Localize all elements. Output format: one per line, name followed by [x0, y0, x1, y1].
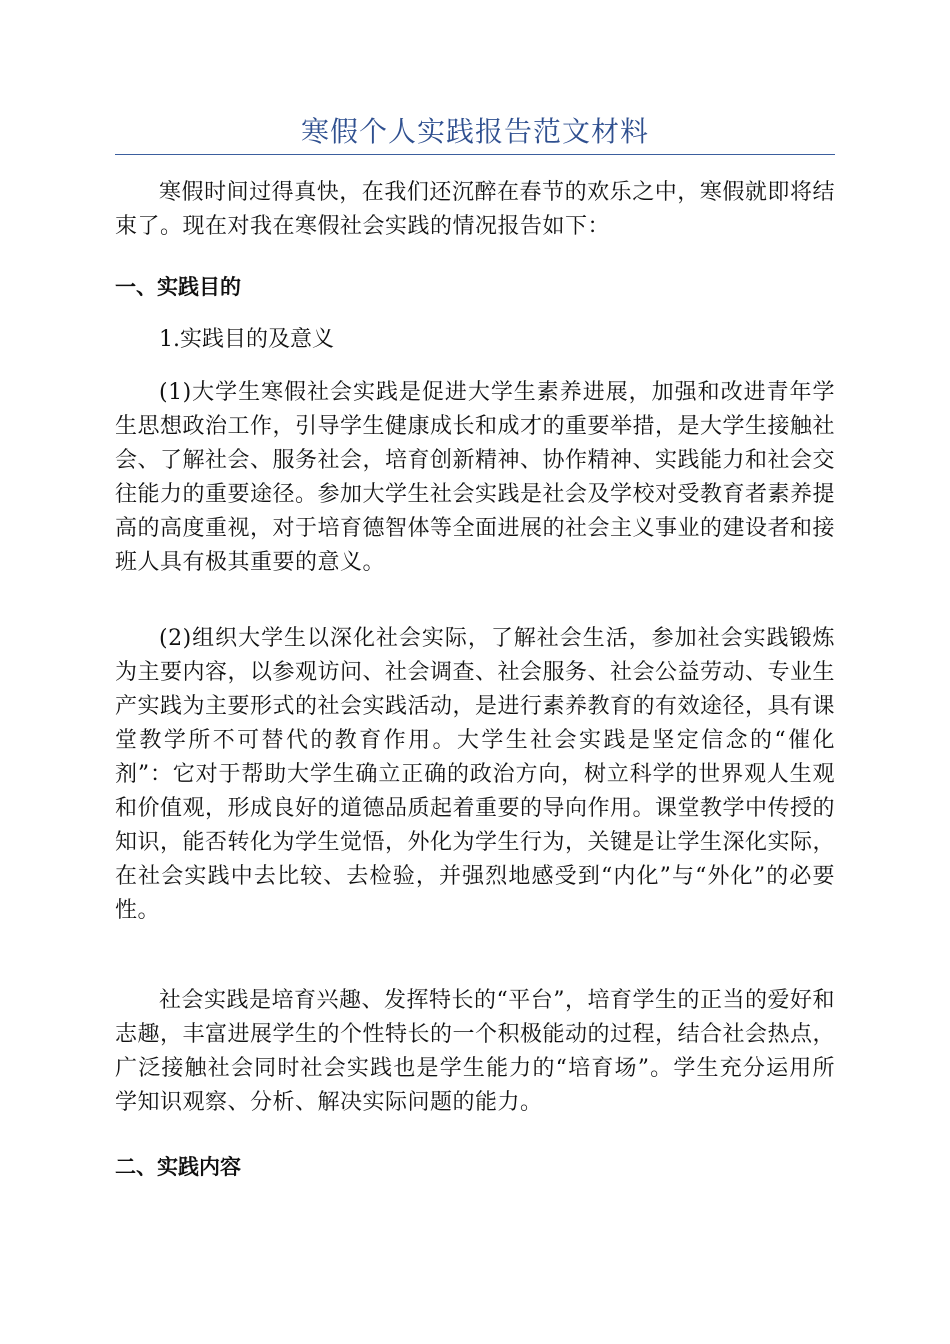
- intro-paragraph: 寒假时间过得真快，在我们还沉醉在春节的欢乐之中，寒假就即将结束了。现在对我在寒假社会实践的情况报告如下：: [115, 180, 835, 239]
- paragraph-3: 社会实践是培育兴趣、发挥特长的“平台”，培育学生的正当的爱好和志趣，丰富进展学生的个性特长的一个积极能动的过程，结合社会热点，广泛接触社会同时社会实践也是学生能力的“培育场”。学生充分运用所学知识观察、分析、解决实际问题的能力。: [115, 988, 836, 1115]
- paragraph-1: (1)大学生寒假社会实践是促进大学生素养进展，加强和改进青年学生思想政治工作，引导学生健康成长和成才的重要举措，是大学生接触社会、了解社会、服务社会，培育创新精神、协作精神、实践能力和社会交往能力的重要途径。参加大学生社会实践是社会及学校对受教育者素养提高的高度重视，对于培育德智体等全面进展的社会主义事业的建设者和接班人具有极其重要的意义。: [115, 380, 836, 575]
- title-underline: [115, 154, 835, 155]
- paragraph-2: (2)组织大学生以深化社会实际，了解社会生活，参加社会实践锻炼为主要内容，以参观访问、社会调查、社会服务、社会公益劳动、专业生产实践为主要形式的社会实践活动，是进行素养教育的有效途径，具有课堂教学所不可替代的教育作用。大学生社会实践是坚定信念的“催化剂”：它对于帮助大学生确立正确的政治方向，树立科学的世界观人生观和价值观，形成良好的道德品质起着重要的导向作用。课堂教学中传授的知识，能否转化为学生觉悟，外化为学生行为，关键是让学生深化实际，在社会实践中去比较、去检验，并强烈地感受到“内化”与“外化”的必要性。: [115, 626, 836, 923]
- document-title: 寒假个人实践报告范文材料: [300, 115, 649, 148]
- section-heading-content: 二、实践内容: [115, 1155, 241, 1179]
- subheading-purpose-meaning: 1.实践目的及意义: [159, 327, 334, 352]
- section-heading-purpose: 一、实践目的: [115, 275, 241, 299]
